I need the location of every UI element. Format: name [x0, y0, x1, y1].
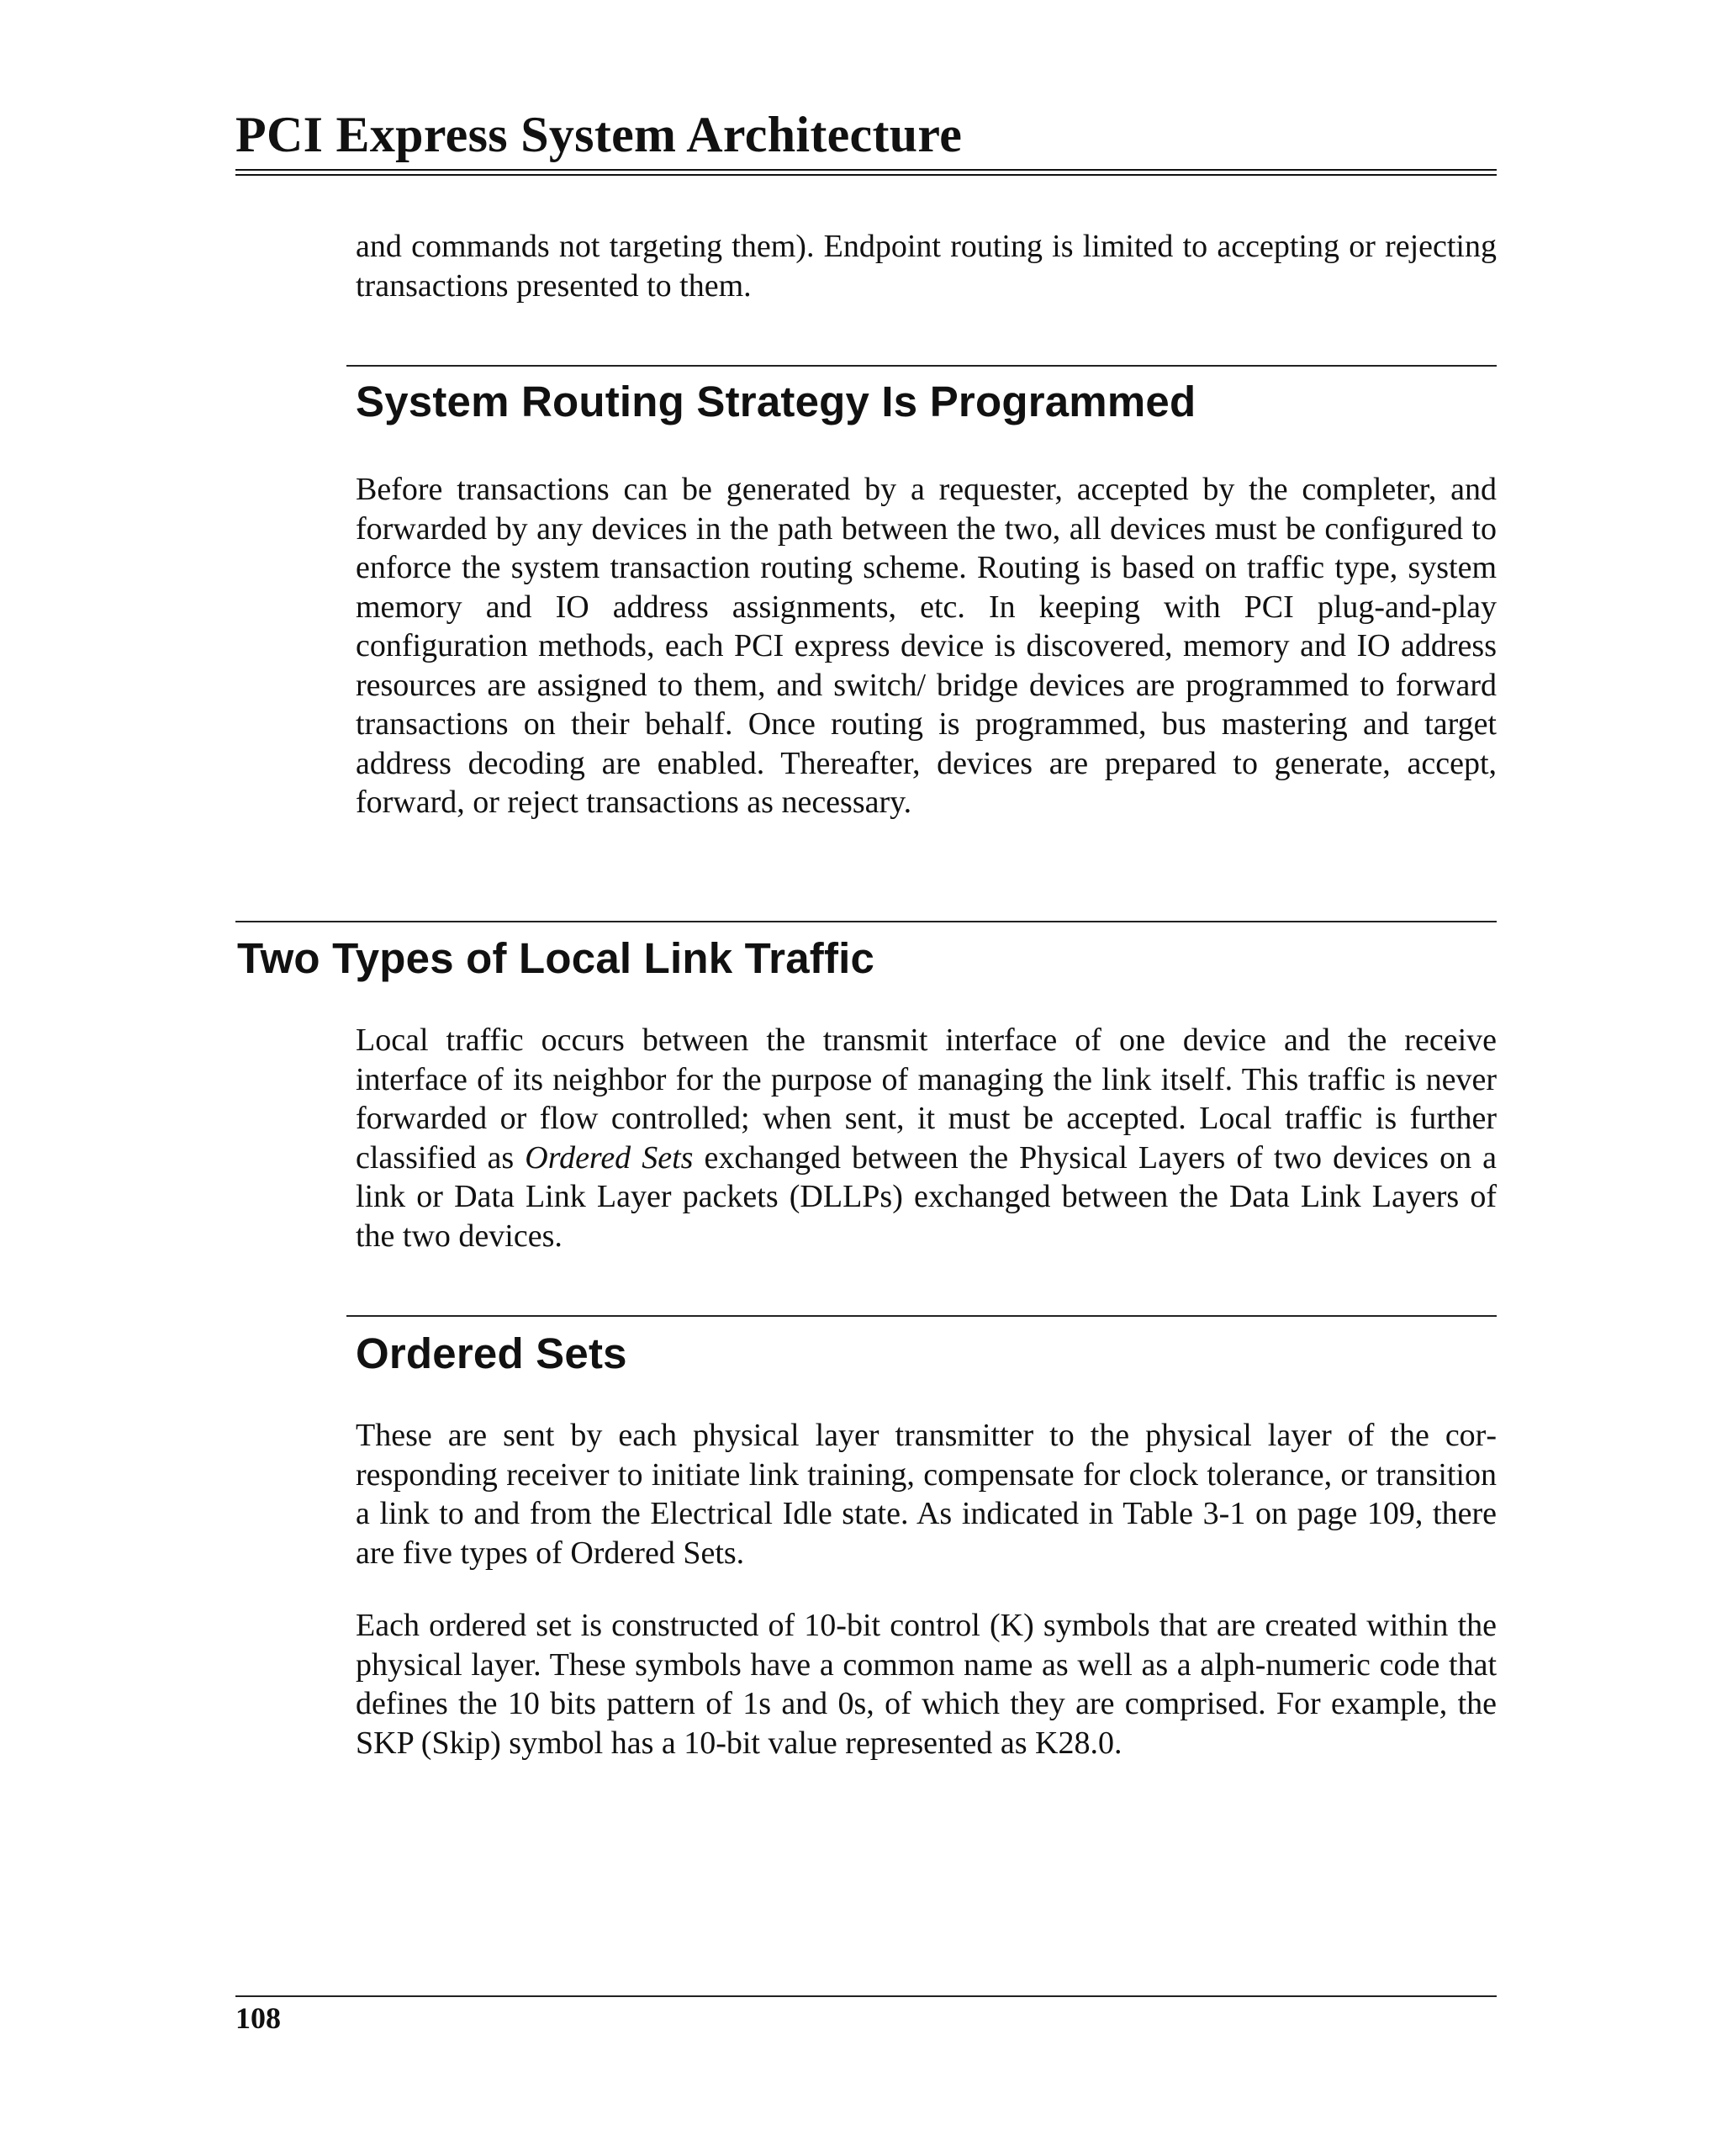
ordered-sets-paragraph-2: Each ordered set is constructed of 10-bit control (K) symbols that are created within the physical layer. These symbols have a common name as well as a alph-numeric code that defines the 10 bits pattern of 1s and 0s, of which they are comprised. For example, the SKP (Skip) symbol has a 10-bit value represented as K28.0.	[356, 1608, 1497, 1761]
ordered-sets-emphasis: Ordered Sets	[525, 1139, 694, 1176]
section-divider	[235, 921, 1497, 922]
running-header-title: PCI Express System Architecture	[235, 107, 963, 162]
header-double-rule	[235, 169, 1497, 176]
local-traffic-text-1: Local traffic occurs between the transmit interface of one device and the receive interface of its neighbor for the purpose of managing the link itself. This traffic is never forwarded or flow controlled; when sent, it must be accepted. Local traffic is further classified as	[356, 1023, 1497, 1176]
section-divider	[346, 1315, 1497, 1317]
page-number: 108	[235, 2001, 281, 2035]
routing-paragraph: Before transactions can be generated by a requester, accepted by the completer, and forwarded by any devices in the path between the two, all devices must be configured to enforce the system transaction routing scheme. Routing is based on traffic type, system memory and IO address assignments, etc. In keeping with PCI plug-and-play configuration methods, each PCI express device is discovered, memory and IO address resources are assigned to them, and switch/ bridge devices are programmed to forward transactions on their behalf. Once routing is programmed, bus mastering and target address decoding are enabled. Thereafter, devices are prepared to generate, accept, forward, or reject transactions as necessary.	[356, 472, 1497, 820]
section-heading-routing: System Routing Strategy Is Programmed	[356, 378, 1196, 425]
local-traffic-text-2: exchanged between the Physical Layers of two devices on a link or Data Link Layer packets (DLLPs) exchanged between the Data Link Layers of the two devices.	[356, 1139, 1497, 1254]
footer-rule	[235, 1995, 1497, 1997]
section-heading-ordered-sets: Ordered Sets	[356, 1329, 627, 1377]
ordered-sets-paragraph-1: These are sent by each physical layer transmitter to the physical layer of the corresponding receiver to initiate link training, compensate for clock tolerance, or transition a link to and from the Electrical Idle state. As indicated in Table 3-1 on page 109, there are five types of Ordered Sets.	[356, 1418, 1497, 1571]
section-divider	[346, 365, 1497, 367]
local-traffic-paragraph	[356, 1021, 1497, 1255]
section-heading-local-traffic: Two Types of Local Link Traffic	[237, 934, 875, 982]
intro-paragraph: and commands not targeting them). Endpoint routing is limited to accepting or rejecting transactions presented to them.	[356, 229, 1497, 304]
